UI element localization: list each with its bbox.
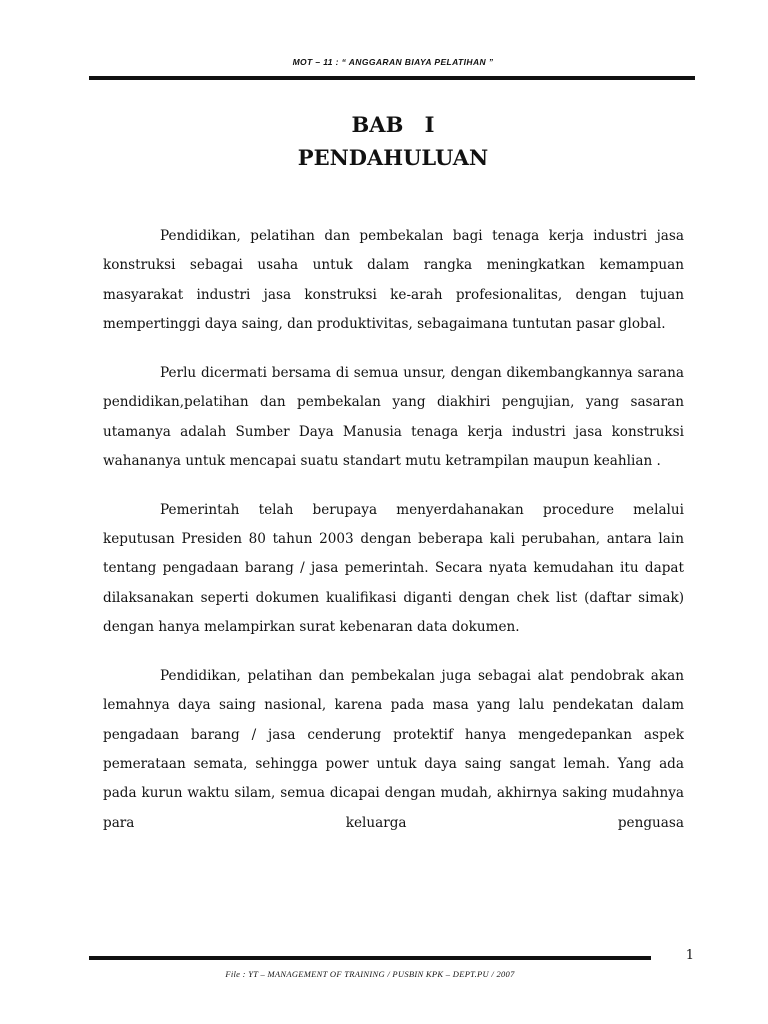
paragraph-1: Pendidikan, pelatihan dan pembekalan bagi tenaga kerja industri jasa konstruksi sebagai usaha untuk dalam rangka meningkatkan kemampuan masyarakat industri jasa konstruksi ke-arah profesionalitas, dengan tujuan mempertinggi daya saing, dan produktivitas, sebagaimana tuntutan pasar global. <box>103 228 684 333</box>
chapter-title: PENDAHULUAN <box>297 145 489 170</box>
header-rule <box>89 76 695 80</box>
page-number: 1 <box>685 948 694 963</box>
running-header: MOT – 11 : “ ANGGARAN BIAYA PELATIHAN ” <box>292 57 494 67</box>
paragraph-2: Perlu dicermati bersama di semua unsur, dengan dikembangkannya sarana pendidikan,pelatihan dan pembekalan yang diakhiri pengujian, yang sasaran utamanya adalah Sumber Daya Manusia tenaga kerja industri jasa konstruksi wahananya untuk mencapai suatu standart mutu ketrampilan maupun keahlian . <box>103 364 684 470</box>
paragraph-4: Pendidikan, pelatihan dan pembekalan juga sebagai alat pendobrak akan lemahnya daya saing nasional, karena pada masa yang lalu pendekatan dalam pengadaan barang / jasa cenderung protektif hanya mengedepankan aspek pemerataan semata, sehingga power untuk daya saing sangat lemah. Yang ada pada kurun waktu silam, semua dicapai dengan mudah, akhirnya saking mudahnya para keluarga penguasa <box>103 667 684 831</box>
footer-rule <box>89 956 651 960</box>
running-footer: File : YT – MANAGEMENT OF TRAINING / PUSBIN KPK – DEPT.PU / 2007 <box>225 969 515 979</box>
paragraph-3: Pemerintah telah berupaya menyerdahanakan procedure melalui keputusan Presiden 80 tahun 2003 dengan beberapa kali perubahan, antara lain tentang pengadaan barang / jasa pemerintah. Secara nyata kemudahan itu dapat dilaksanakan seperti dokumen kualifikasi diganti dengan chek list (daftar simak) dengan hanya melampirkan surat kebenaran data dokumen. <box>103 501 684 636</box>
body-text <box>103 222 684 857</box>
chapter-number: BAB I <box>351 112 435 137</box>
